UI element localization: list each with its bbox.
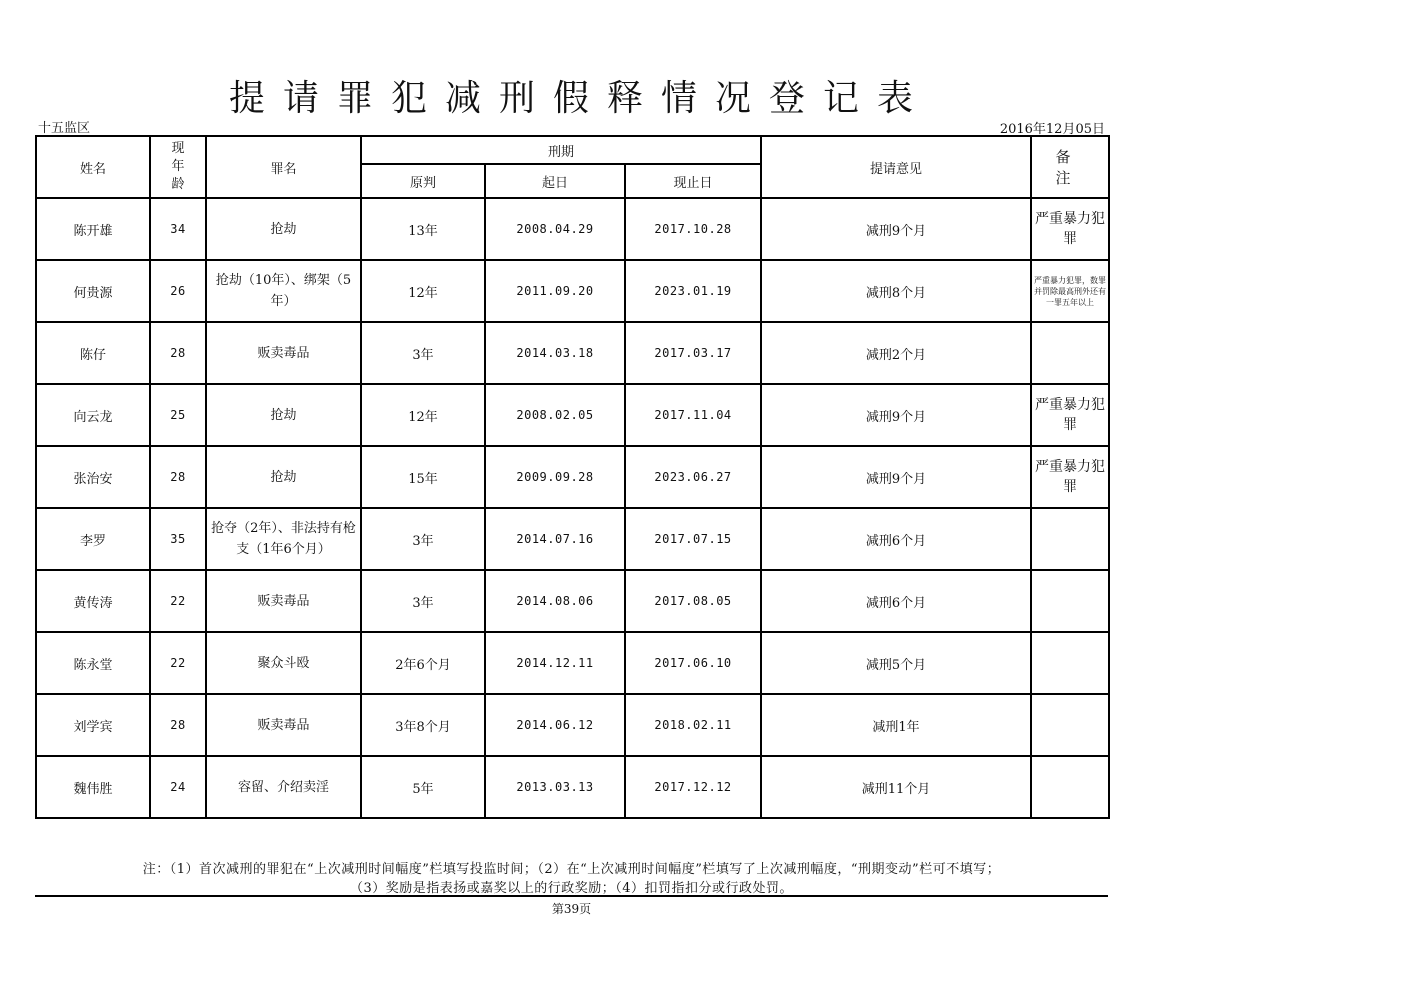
header-sentence: 刑期: [361, 136, 761, 164]
cell-original: 3年8个月: [361, 694, 485, 756]
footnote-line-2: （3）奖励是指表扬或嘉奖以上的行政奖励；（4）扣罚指扣分或行政处罚。: [349, 881, 794, 896]
header-age-label: 现年龄: [171, 141, 185, 192]
cell-original: 12年: [361, 384, 485, 446]
cell-name: 张治安: [36, 446, 150, 508]
table-row: [36, 632, 1109, 694]
report-date: 2016年12月05日: [999, 122, 1105, 137]
header-remark: 备 注: [1031, 136, 1109, 198]
cell-remark: [1031, 694, 1109, 756]
table-row: [36, 756, 1109, 818]
cell-crime: 聚众斗殴: [206, 632, 361, 694]
page-number: 第39页: [551, 902, 592, 916]
header-opinion: 提请意见: [761, 136, 1031, 198]
cell-remark: 严重暴力犯罪: [1031, 446, 1109, 508]
cell-name: 魏伟胜: [36, 756, 150, 818]
cell-name: 何贵源: [36, 260, 150, 322]
cell-remark: [1031, 508, 1109, 570]
cell-opinion: 减刑9个月: [761, 446, 1031, 508]
footer-rule: [35, 895, 1108, 897]
table-row: [36, 446, 1109, 508]
cell-age: 22: [150, 570, 206, 632]
header-end: 现止日: [625, 164, 761, 198]
cell-opinion: 减刑6个月: [761, 570, 1031, 632]
cell-remark: [1031, 632, 1109, 694]
cell-opinion: 减刑1年: [761, 694, 1031, 756]
table-row: [36, 694, 1109, 756]
cell-name: 李罗: [36, 508, 150, 570]
cell-start: 2009.09.28: [485, 446, 625, 508]
cell-remark: [1031, 756, 1109, 818]
cell-start: 2011.09.20: [485, 260, 625, 322]
table-row: [36, 384, 1109, 446]
cell-crime: 贩卖毒品: [206, 694, 361, 756]
cell-age: 28: [150, 322, 206, 384]
cell-age: 34: [150, 198, 206, 260]
cell-age: 25: [150, 384, 206, 446]
cell-end: 2023.01.19: [625, 260, 761, 322]
table-row: [36, 322, 1109, 384]
cell-age: 28: [150, 694, 206, 756]
header-age: [150, 136, 206, 198]
cell-start: 2014.08.06: [485, 570, 625, 632]
cell-name: 向云龙: [36, 384, 150, 446]
header-name: 姓名: [36, 136, 150, 198]
cell-opinion: 减刑6个月: [761, 508, 1031, 570]
cell-opinion: 减刑9个月: [761, 198, 1031, 260]
cell-age: 24: [150, 756, 206, 818]
cell-start: 2014.07.16: [485, 508, 625, 570]
cell-crime: 抢劫（10年）、绑架（5年）: [206, 260, 361, 322]
cell-remark: [1031, 570, 1109, 632]
table-row: [36, 198, 1109, 260]
cell-crime: 抢劫: [206, 198, 361, 260]
cell-end: 2017.12.12: [625, 756, 761, 818]
cell-remark: 严重暴力犯罪，数罪并罚除最高刑外还有一罪五年以上: [1031, 260, 1109, 322]
cell-name: 刘学宾: [36, 694, 150, 756]
cell-end: 2017.06.10: [625, 632, 761, 694]
cell-original: 12年: [361, 260, 485, 322]
footnote: [35, 860, 1108, 898]
cell-age: 22: [150, 632, 206, 694]
cell-crime: 贩卖毒品: [206, 322, 361, 384]
footnote-line-1: 注：（1）首次减刑的罪犯在“上次减刑时间幅度”栏填写投监时间；（2）在“上次减刑时间幅度”栏填写了上次减刑幅度，“刑期变动”栏可不填写；: [142, 862, 1001, 877]
header-original: 原判: [361, 164, 485, 198]
cell-opinion: 减刑11个月: [761, 756, 1031, 818]
table-row: [36, 508, 1109, 570]
cell-end: 2017.07.15: [625, 508, 761, 570]
cell-end: 2023.06.27: [625, 446, 761, 508]
cell-end: 2017.11.04: [625, 384, 761, 446]
cell-crime: 抢劫: [206, 384, 361, 446]
cell-start: 2013.03.13: [485, 756, 625, 818]
cell-name: 陈仔: [36, 322, 150, 384]
cell-start: 2014.12.11: [485, 632, 625, 694]
cell-age: 28: [150, 446, 206, 508]
cell-opinion: 减刑8个月: [761, 260, 1031, 322]
cell-age: 26: [150, 260, 206, 322]
cell-opinion: 减刑2个月: [761, 322, 1031, 384]
cell-start: 2014.03.18: [485, 322, 625, 384]
page-title: 提请罪犯减刑假释情况登记表: [228, 78, 931, 119]
cell-start: 2008.02.05: [485, 384, 625, 446]
cell-original: 5年: [361, 756, 485, 818]
cell-end: 2017.10.28: [625, 198, 761, 260]
cell-end: 2018.02.11: [625, 694, 761, 756]
register-table: [35, 135, 1110, 819]
cell-original: 15年: [361, 446, 485, 508]
cell-age: 35: [150, 508, 206, 570]
cell-crime: 抢劫: [206, 446, 361, 508]
header-start: 起日: [485, 164, 625, 198]
cell-start: 2008.04.29: [485, 198, 625, 260]
cell-name: 陈永堂: [36, 632, 150, 694]
cell-original: 3年: [361, 508, 485, 570]
cell-original: 3年: [361, 322, 485, 384]
cell-name: 黄传涛: [36, 570, 150, 632]
table-row: [36, 260, 1109, 322]
cell-remark: [1031, 322, 1109, 384]
cell-remark: 严重暴力犯罪: [1031, 384, 1109, 446]
table-row: [36, 570, 1109, 632]
cell-crime: 贩卖毒品: [206, 570, 361, 632]
cell-crime: 容留、介绍卖淫: [206, 756, 361, 818]
cell-opinion: 减刑9个月: [761, 384, 1031, 446]
cell-original: 13年: [361, 198, 485, 260]
cell-name: 陈开雄: [36, 198, 150, 260]
cell-crime: 抢夺（2年）、非法持有枪支（1年6个月）: [206, 508, 361, 570]
cell-start: 2014.06.12: [485, 694, 625, 756]
cell-original: 2年6个月: [361, 632, 485, 694]
district-label: 十五监区: [38, 121, 91, 136]
cell-original: 3年: [361, 570, 485, 632]
cell-end: 2017.08.05: [625, 570, 761, 632]
cell-opinion: 减刑5个月: [761, 632, 1031, 694]
cell-end: 2017.03.17: [625, 322, 761, 384]
header-crime: 罪名: [206, 136, 361, 198]
cell-remark: 严重暴力犯罪: [1031, 198, 1109, 260]
